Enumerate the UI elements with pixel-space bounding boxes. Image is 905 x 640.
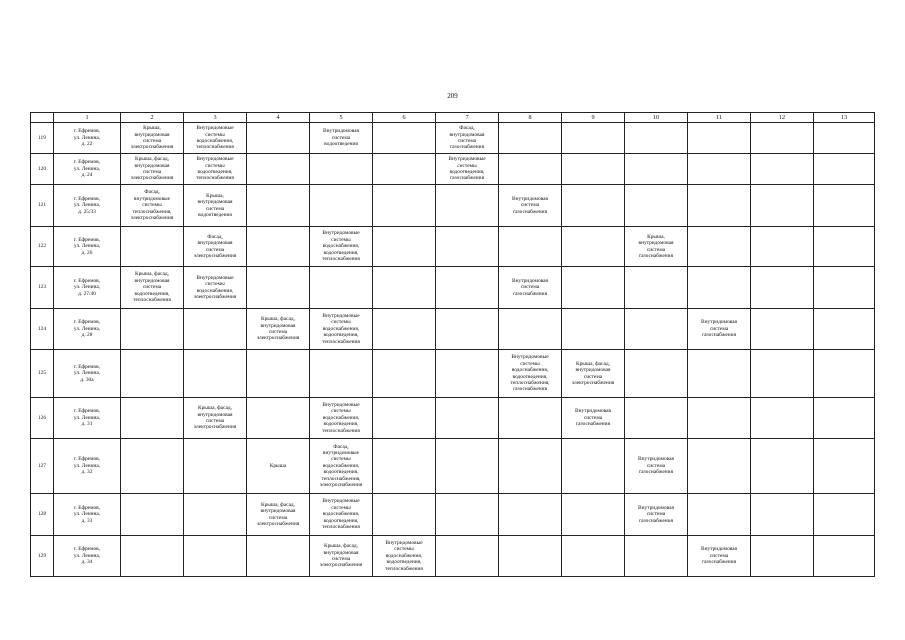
work-cell	[310, 350, 373, 398]
work-cell: Крыша, фасад, внутридомовая система электроснабжения	[247, 309, 310, 350]
column-header: 10	[625, 113, 688, 123]
column-header: 5	[310, 113, 373, 123]
work-cell	[688, 439, 751, 494]
address-cell: г. Ефремов, ул. Ленина, д. 34	[54, 536, 121, 577]
work-cell	[625, 536, 688, 577]
row-number: 126	[31, 398, 54, 439]
work-cell	[310, 154, 373, 185]
work-cell	[751, 536, 814, 577]
work-cell	[751, 123, 814, 154]
work-cell	[814, 350, 875, 398]
work-cell	[436, 494, 499, 536]
row-number: 120	[31, 154, 54, 185]
work-cell	[814, 398, 875, 439]
work-cell	[751, 398, 814, 439]
column-header	[31, 113, 54, 123]
table-row	[31, 536, 875, 577]
work-cell: Внутридомовая система газоснабжения	[499, 267, 562, 309]
work-cell: Внутридомовые системы водоснабжения, водоотведения, теплоснабжения, газоснабжения	[499, 350, 562, 398]
address-cell: г. Ефремов, ул. Ленина, д. 33	[54, 494, 121, 536]
work-cell	[751, 439, 814, 494]
page-number: 209	[447, 92, 458, 100]
work-cell	[814, 439, 875, 494]
work-cell: Внутридомовые системы водоснабжения, водоотведения, теплоснабжения	[310, 494, 373, 536]
work-cell: Внутридомовая система газоснабжения	[688, 309, 751, 350]
work-cell	[373, 227, 436, 267]
row-number: 124	[31, 309, 54, 350]
work-cell	[247, 227, 310, 267]
work-cell	[688, 267, 751, 309]
address-cell: г. Ефремов, ул. Ленина, д. 31	[54, 398, 121, 439]
work-cell	[814, 227, 875, 267]
table-row	[31, 398, 875, 439]
work-cell	[562, 267, 625, 309]
work-cell	[814, 185, 875, 227]
work-cell	[688, 185, 751, 227]
work-cell	[373, 494, 436, 536]
work-cell	[247, 123, 310, 154]
work-cell	[625, 154, 688, 185]
work-cell	[625, 267, 688, 309]
work-cell	[121, 309, 184, 350]
address-cell: г. Ефремов, ул. Ленина, д. 32	[54, 439, 121, 494]
work-cell: Крыша, внутридомовая система водоотведения	[184, 185, 247, 227]
address-cell: г. Ефремов, ул. Ленина, д. 30а	[54, 350, 121, 398]
table-row	[31, 309, 875, 350]
work-cell	[499, 123, 562, 154]
column-header: 12	[751, 113, 814, 123]
work-cell	[562, 536, 625, 577]
column-header: 9	[562, 113, 625, 123]
work-cell	[751, 227, 814, 267]
work-cell	[688, 227, 751, 267]
column-header: 11	[688, 113, 751, 123]
work-cell: Крыша, фасад, внутридомовая система электроснабжения	[310, 536, 373, 577]
table-row	[31, 227, 875, 267]
row-number: 127	[31, 439, 54, 494]
work-cell	[247, 398, 310, 439]
row-number: 123	[31, 267, 54, 309]
work-cell: Внутридомовая система газоснабжения	[625, 494, 688, 536]
work-cell	[436, 439, 499, 494]
work-cell	[688, 494, 751, 536]
work-cell	[688, 154, 751, 185]
work-cell	[121, 227, 184, 267]
row-number: 122	[31, 227, 54, 267]
work-cell: Крыша, внутридомовая система электроснабжения	[121, 123, 184, 154]
work-cell: Крыша, фасад, внутридомовая система электроснабжения	[247, 494, 310, 536]
work-cell	[121, 398, 184, 439]
header-row	[31, 113, 875, 123]
work-cell	[184, 350, 247, 398]
work-cell	[373, 439, 436, 494]
row-number: 125	[31, 350, 54, 398]
work-cell	[814, 494, 875, 536]
work-cell	[625, 309, 688, 350]
table-row	[31, 350, 875, 398]
table-row	[31, 123, 875, 154]
work-cell	[751, 154, 814, 185]
address-cell: г. Ефремов, ул. Ленина, д. 26	[54, 227, 121, 267]
work-cell: Крыша	[247, 439, 310, 494]
work-cell: Фасад, внутридомовая система электроснабжения	[184, 227, 247, 267]
column-header: 3	[184, 113, 247, 123]
work-cell	[373, 350, 436, 398]
work-cell	[373, 309, 436, 350]
work-cell	[436, 536, 499, 577]
row-number: 128	[31, 494, 54, 536]
work-cell	[436, 227, 499, 267]
work-cell: Внутридомовые системы водоснабжения, теплоснабжения	[184, 123, 247, 154]
work-cell	[184, 439, 247, 494]
work-cell	[625, 350, 688, 398]
work-cell	[814, 536, 875, 577]
work-cell: Фасад, внутридомовые системы теплоснабжения, электроснабжения	[121, 185, 184, 227]
work-cell	[373, 123, 436, 154]
work-cell	[373, 185, 436, 227]
column-header: 6	[373, 113, 436, 123]
work-cell	[562, 494, 625, 536]
work-cell: Внутридомовые системы водоснабжения, электроснабжения	[184, 267, 247, 309]
work-cell: Крыша, внутридомовая система газоснабжения	[625, 227, 688, 267]
address-cell: г. Ефремов, ул. Ленина, д. 28	[54, 309, 121, 350]
work-cell	[310, 267, 373, 309]
work-cell	[499, 227, 562, 267]
column-header: 13	[814, 113, 875, 123]
work-cell: Внутридомовая система водоотведения	[310, 123, 373, 154]
table-row	[31, 267, 875, 309]
row-number: 121	[31, 185, 54, 227]
work-cell	[625, 123, 688, 154]
address-cell: г. Ефремов, ул. Ленина, д. 22	[54, 123, 121, 154]
work-cell	[499, 398, 562, 439]
work-cell	[499, 439, 562, 494]
work-cell: Внутридомовые системы водоотведения, газоснабжения	[436, 154, 499, 185]
table-row	[31, 185, 875, 227]
work-cell	[499, 536, 562, 577]
column-header: 7	[436, 113, 499, 123]
work-cell	[562, 185, 625, 227]
work-cell	[373, 398, 436, 439]
work-cell: Внутридомовые системы водоснабжения, водоотведения, теплоснабжения	[373, 536, 436, 577]
table-row	[31, 154, 875, 185]
work-cell	[751, 494, 814, 536]
work-cell: Крыша, фасад, внутридомовая система электроснабжения	[121, 154, 184, 185]
work-cell	[751, 350, 814, 398]
work-cell	[121, 439, 184, 494]
work-cell: Внутридомовая система газоснабжения	[688, 536, 751, 577]
work-cell: Крыша, фасад, внутридомовая система электроснабжения	[184, 398, 247, 439]
work-cell	[688, 398, 751, 439]
work-cell: Внутридомовая система газоснабжения	[499, 185, 562, 227]
work-cell: Внутридомовые системы водоснабжения, водоотведения, теплоснабжения	[310, 227, 373, 267]
work-cell: Крыша, фасад, внутридомовая система электроснабжения	[562, 350, 625, 398]
work-cell	[814, 154, 875, 185]
work-cell	[373, 267, 436, 309]
work-cell	[247, 154, 310, 185]
work-cell	[184, 536, 247, 577]
work-cell	[184, 309, 247, 350]
work-cell: Внутридомовая система газоснабжения	[562, 398, 625, 439]
work-cell	[562, 439, 625, 494]
table-row	[31, 494, 875, 536]
work-cell	[499, 309, 562, 350]
work-cell	[562, 227, 625, 267]
repair-schedule-table	[30, 112, 875, 577]
work-cell: Фасад, внутридомовая система газоснабжения	[436, 123, 499, 154]
work-cell	[562, 154, 625, 185]
work-cell	[310, 185, 373, 227]
table-row	[31, 439, 875, 494]
work-cell	[121, 350, 184, 398]
work-cell	[436, 267, 499, 309]
work-cell	[751, 185, 814, 227]
column-header: 2	[121, 113, 184, 123]
work-cell	[562, 123, 625, 154]
work-cell: Внутридомовая система газоснабжения	[625, 439, 688, 494]
work-cell	[625, 185, 688, 227]
column-header: 8	[499, 113, 562, 123]
work-cell	[499, 154, 562, 185]
column-header: 4	[247, 113, 310, 123]
work-cell	[436, 350, 499, 398]
work-cell	[814, 123, 875, 154]
work-cell	[814, 267, 875, 309]
row-number: 119	[31, 123, 54, 154]
work-cell: Фасад, внутридомовые системы водоснабжения, водоотведения, теплоснабжения, электроснабжения	[310, 439, 373, 494]
work-cell	[184, 494, 247, 536]
work-cell	[436, 309, 499, 350]
work-cell	[751, 309, 814, 350]
work-cell	[121, 536, 184, 577]
work-cell	[562, 309, 625, 350]
work-cell: Внутридомовые системы водоснабжения, водоотведения, теплоснабжения	[310, 309, 373, 350]
address-cell: г. Ефремов, ул. Ленина, д. 25/33	[54, 185, 121, 227]
work-cell	[499, 494, 562, 536]
work-cell	[688, 350, 751, 398]
work-cell	[121, 494, 184, 536]
work-cell	[247, 536, 310, 577]
work-cell	[688, 123, 751, 154]
work-cell	[751, 267, 814, 309]
work-cell: Внутридомовые системы водоснабжения, водоотведения, теплоснабжения	[310, 398, 373, 439]
address-cell: г. Ефремов, ул. Ленина, д. 24	[54, 154, 121, 185]
work-cell	[247, 350, 310, 398]
work-cell	[247, 267, 310, 309]
work-cell	[373, 154, 436, 185]
address-cell: г. Ефремов, ул. Ленина, д. 27/40	[54, 267, 121, 309]
work-cell: Крыша, фасад, внутридомовая система водоотведения, теплоснабжения	[121, 267, 184, 309]
work-cell	[814, 309, 875, 350]
work-cell	[436, 398, 499, 439]
row-number: 129	[31, 536, 54, 577]
work-cell	[436, 185, 499, 227]
column-header: 1	[54, 113, 121, 123]
work-cell	[625, 398, 688, 439]
work-cell	[247, 185, 310, 227]
work-cell: Внутридомовые системы водоотведения, теплоснабжения	[184, 154, 247, 185]
